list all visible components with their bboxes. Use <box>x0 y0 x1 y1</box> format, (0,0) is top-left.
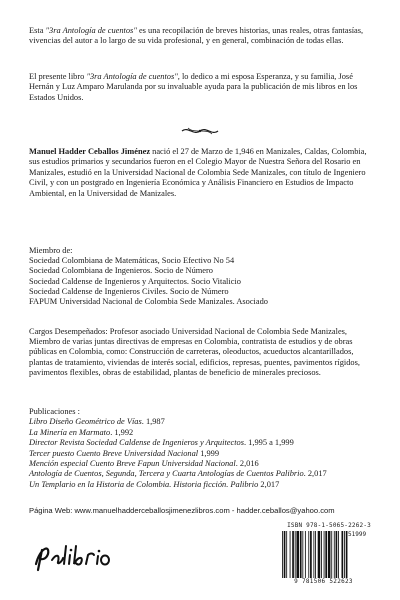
publications-heading: Publicaciones : <box>29 407 80 416</box>
ornament-divider-icon <box>180 125 220 137</box>
barcode-bar <box>318 531 321 578</box>
price-code: 51999 <box>348 531 367 538</box>
palibrio-logo-icon <box>32 540 112 572</box>
website-and-email: Página Web: www.manuelhadderceballosjimenezlibros.com - hadder.ceballos@yahoo.com <box>29 506 335 515</box>
dedication-paragraph <box>29 72 372 103</box>
barcode-icon <box>282 531 370 578</box>
membership-item: FAPUM Universidad Nacional de Colombia Sede Manizales. Asociado <box>29 297 268 307</box>
author-bio <box>29 147 372 199</box>
intro-text: Esta <box>29 26 46 35</box>
barcode-bar <box>308 531 309 578</box>
barcode-bar <box>338 531 339 578</box>
memberships-heading: Miembro de: <box>29 246 73 255</box>
intro-paragraph-1 <box>29 26 372 47</box>
membership-item: Sociedad Caldense de Ingenieros Civiles. Socio de Número <box>29 286 229 296</box>
author-name: Manuel Hadder Ceballos Jiménez <box>29 147 151 156</box>
ean-digits: 9 781506 522623 <box>294 578 353 585</box>
barcode-bar <box>292 531 294 578</box>
barcode-bar <box>302 531 303 578</box>
publications-list <box>29 407 372 490</box>
publication-year: . 2,017 <box>303 469 327 479</box>
barcode-bar <box>325 531 327 578</box>
publication-item <box>29 459 372 469</box>
barcode-bar <box>284 531 286 578</box>
publication-year: 1,999 <box>198 448 220 458</box>
publication-title: La Minería en Marmato <box>29 427 111 437</box>
barcode-bar <box>336 531 338 578</box>
intro-text: es una recopilación de breves historias, unas reales, otras fantasías, vivencias del autor a lo largo de su vida profesional, y en general, combinación de todas ellas. <box>29 26 364 46</box>
barcode-bar <box>328 531 331 578</box>
barcode-bar <box>315 531 316 578</box>
barcode-bar <box>331 531 332 578</box>
publication-year: . 1,995 a 1,999 <box>243 438 294 448</box>
publication-title: Mención especial Cuento Breve Fapun Universidad Nacional <box>29 459 236 469</box>
barcode-bar <box>310 531 312 578</box>
book-title: "3ra Antología de cuentos" <box>45 26 137 35</box>
membership-item: Sociedad Colombiana de Ingenieros. Socio de Número <box>29 266 213 276</box>
barcode-bar <box>282 531 283 578</box>
publication-item <box>29 417 372 427</box>
positions-held: Cargos Desempeñados: Profesor asociado Universidad Nacional de Colombia Sede Manizales, Miembro de varias juntas directivas de empresas en Colombia, contratista de estudios y de obras públicas en Colombia, como: Construcción de carreteras, oleoductos, acueductos alcantarillados, plantas de tratamiento, viviendas de interés social, edificios, represas, puentes, pavimentos rígidos, pavimentos flexibles, obras de estabilidad, plantas de beneficio de minerales preciosos. <box>29 327 360 377</box>
membership-item: Sociedad Colombiana de Matemáticas, Socio Efectivo No 54 <box>29 256 235 266</box>
publication-item <box>29 469 372 479</box>
barcode-bar <box>290 531 291 578</box>
publication-title: Tercer puesto Cuento Breve Universidad Nacional <box>29 448 199 458</box>
memberships-list <box>29 246 372 307</box>
dedication-text: , lo dedico a mi esposa Esperanza, y su familia, José Hernán y Luz Amparo Marulanda por su invaluable ayuda para la publicación de mis libros en los Estados Unidos. <box>29 72 358 102</box>
membership-item: Sociedad Caldense de Ingenieros y Arquitectos. Socio Vitalicio <box>29 276 241 286</box>
publisher-logo-text: Palibrio <box>32 540 36 541</box>
publication-title: Antología de Cuentos, Segunda, Tercera y Cuarta Antologías de Cuentos Palibrio <box>29 469 304 479</box>
dedication-text: El presente libro <box>29 72 87 81</box>
publication-item <box>29 480 372 490</box>
barcode-bar <box>334 531 335 578</box>
barcode-bar <box>286 531 287 578</box>
publication-title: Libro Diseño Geométrico de Vías <box>29 417 142 427</box>
book-title: "3ra Antología de cuentos" <box>86 72 178 81</box>
publication-item <box>29 449 372 459</box>
barcode-bar <box>346 531 348 578</box>
barcode-bar <box>296 531 299 578</box>
barcode-bar <box>321 531 322 578</box>
isbn-number: ISBN 978-1-5065-2262-3 <box>287 522 371 529</box>
bio-text: nació el 27 de Marzo de 1,946 en Manizales, Caldas, Colombia, sus estudios primarios y secundarios fueron en el Colegio Mayor de Nuestra Señora del Rosario en Manizales, estudió en la Universidad Nacional de Colombia Sede Manizales, con título de Ingeniero Civil, y con un postgrado en Ingeniería Económica y Análisis Financiero en Estudios de Impacto Ambiental, en la Universidad de Manizales. <box>29 147 367 198</box>
barcode-bar <box>313 531 314 578</box>
publication-title: Un Templario en la Historia de Colombia. Historia ficción. Palibrio <box>29 479 259 489</box>
barcode-bar <box>295 531 296 578</box>
publication-year: 2,017 <box>258 479 280 489</box>
publication-title: Director Revista Sociedad Caldense de Ingenieros y Arquitectos <box>29 438 244 448</box>
barcode-bar <box>305 531 306 578</box>
publication-year: . 1,992 <box>110 427 134 437</box>
barcode-bar <box>324 531 325 578</box>
publication-item <box>29 438 372 448</box>
barcode-bar <box>342 531 344 578</box>
barcode-bar <box>344 531 345 578</box>
publication-year: . 1,987 <box>141 417 165 427</box>
publication-year: . 2,016 <box>235 459 259 469</box>
publication-item <box>29 428 372 438</box>
barcode-bar <box>300 531 302 578</box>
